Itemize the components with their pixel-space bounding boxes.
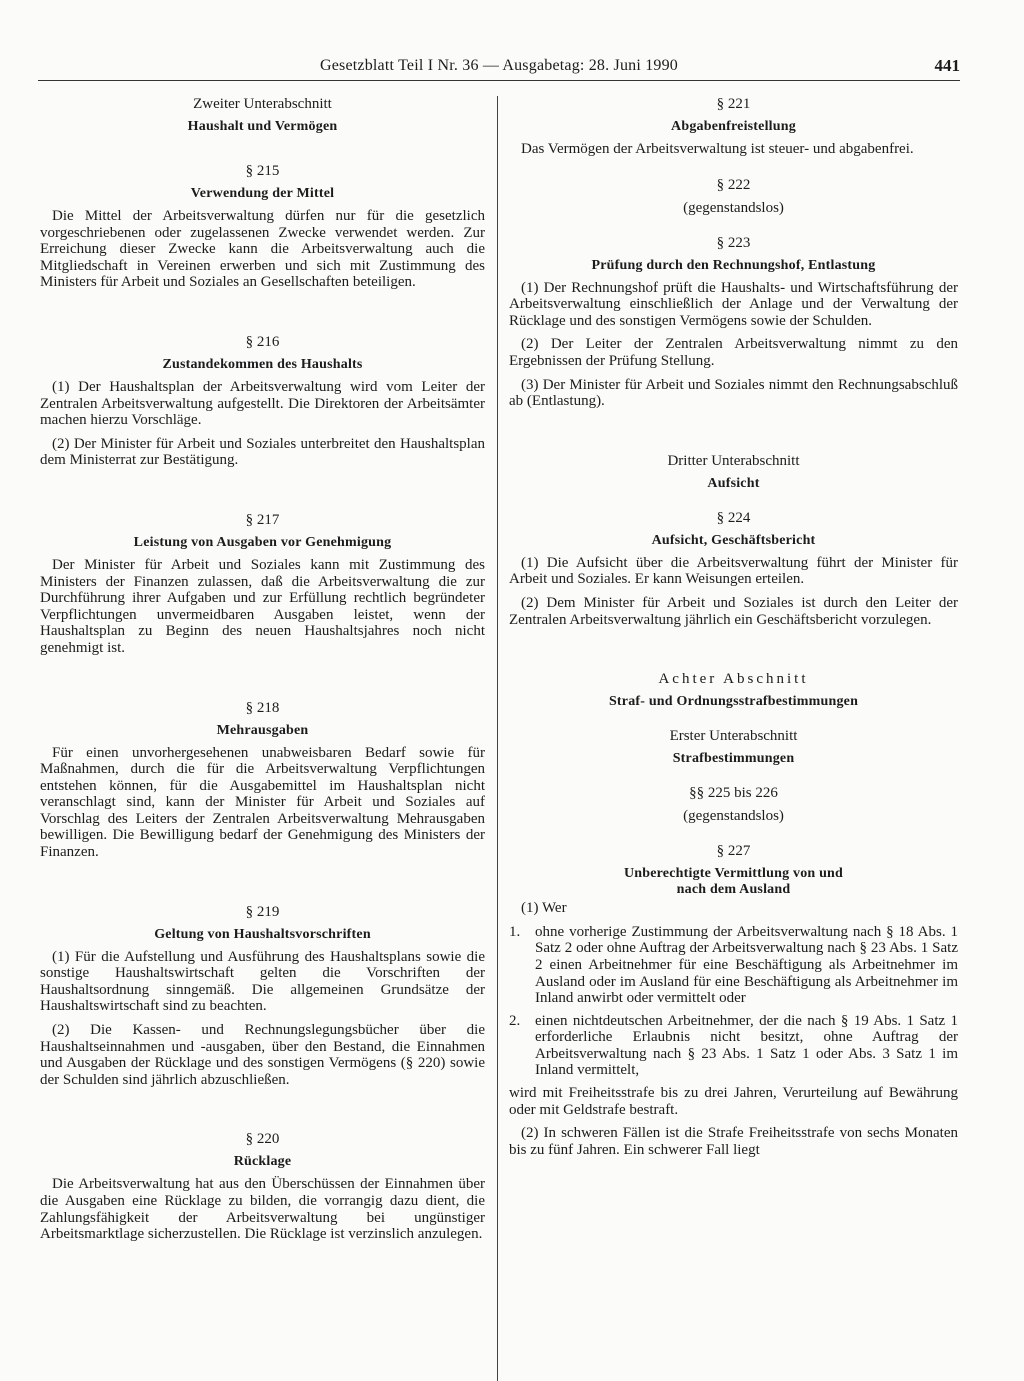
section-title-line1: Unberechtigte Vermittlung von und (623, 866, 844, 882)
paragraph: (1) Der Rechnungshof prüft die Haushalts- und Wirtschaftsführung der Arbeitsverwaltung einschließlich der Anlage und der Verwaltung der Rücklage und des sonstigen Vermögens sowie der Schulden. (509, 279, 958, 329)
subsection-label: Erster Unterabschnitt (669, 728, 798, 745)
list-item (509, 1013, 958, 1079)
right-column (509, 96, 958, 1165)
subsection-title: Strafbestimmungen (672, 751, 795, 767)
paragraph: Das Vermögen der Arbeitsverwaltung ist steuer- und abgabenfrei. (521, 141, 914, 157)
section-note: (gegenstandslos) (683, 199, 784, 216)
paragraph: Für einen unvorhergesehenen unabweisbaren Bedarf sowie für Maßnahmen, durch die für die Arbeitsverwaltung Verpflichtungen entstehen können, für die Ausgabemittel im Haushaltsplan nicht veranschlagt sind, kann der Minister für Arbeit und Soziales auf Vorschlag des Leiters der Zentralen Arbeitsverwaltung Mehrausgaben bewilligen. Die Bewilligung bedarf der Genehmigung des Ministers der Finanzen. (40, 744, 485, 861)
chapter-label: Achter Abschnitt (658, 671, 809, 688)
section-number: §§ 225 bis 226 (689, 785, 778, 802)
section-title: Rücklage (233, 1154, 292, 1170)
section-title: Zustandekommen des Haushalts (162, 356, 363, 372)
paragraph: Die Arbeitsverwaltung hat aus den Überschüssen der Einnahmen über die Ausgaben eine Rücklage zu bilden, die vorrangig dazu dient, die Zahlungsfähigkeit der Arbeitsverwaltung bei ungünstiger Arbeitsmarktlage sicherzustellen. Die Rücklage ist verzinslich anzulegen. (40, 1176, 485, 1243)
paragraph: (3) Der Minister für Arbeit und Soziales nimmt den Rechnungsabschluß ab (Entlastung). (509, 376, 958, 410)
section-note: (gegenstandslos) (683, 808, 784, 825)
section-number: § 218 (245, 699, 280, 716)
list-item-text: einen nichtdeutschen Arbeitnehmer, der die nach § 19 Abs. 1 Satz 1 erforderliche Erlaubnis nicht besitzt, ohne Auftrag der Arbeitsverwaltung nach § 23 Abs. 1 Satz 1 oder Abs. 3 Satz 1 im Inland vermittelt, (535, 1012, 958, 1079)
list-item-number: 2. (509, 1012, 521, 1029)
paragraph: (2) Der Leiter der Zentralen Arbeitsverwaltung nimmt zu den Ergebnissen der Prüfung Stellung. (509, 336, 958, 369)
paragraph: (2) In schweren Fällen ist die Strafe Freiheitsstrafe von sechs Monaten bis zu fünf Jahren. Ein schwerer Fall liegt (509, 1125, 958, 1158)
section-title: Geltung von Haushaltsvorschriften (154, 926, 371, 942)
section-number: § 223 (716, 234, 751, 251)
section-title: Abgabenfreistellung (671, 119, 796, 134)
paragraph: (1) Die Aufsicht über die Arbeitsverwaltung führt der Minister für Arbeit und Soziales. Er kann Weisungen erteilen. (509, 554, 958, 588)
page-header (38, 54, 960, 81)
list-item-text: ohne vorherige Zustimmung der Arbeitsverwaltung nach § 18 Abs. 1 Satz 2 oder ohne Auftrag der Arbeitsverwaltung nach § 23 Abs. 1 Satz 2 einen Arbeitnehmer für eine Beschäftigung als Arbeitnehmer im Ausland oder im Ausland für eine Beschäftigung als Arbeitnehmer im Inland anwirbt oder vermittelt oder (535, 923, 958, 1007)
section-title: Mehrausgaben (216, 722, 309, 738)
chapter-title: Straf- und Ordnungsstrafbestimmungen (608, 694, 859, 710)
section-number: § 224 (716, 509, 751, 526)
gazette-title: Gesetzblatt Teil I Nr. 36 — Ausgabetag: 28. Juni 1990 (319, 57, 679, 74)
paragraph: Die Mittel der Arbeitsverwaltung dürfen nur für die gesetzlich vorgeschriebenen oder zugelassenen Zwecke verwendet werden. Zur Erreichung dieser Zwecke kann die Arbeitsverwaltung auch die Mitgliedschaft in Vereinen erwerben und sich mit Zustimmung des Ministers für Arbeit und Soziales an Gesellschaften beteiligen. (40, 208, 485, 291)
page-number: 441 (934, 56, 960, 75)
paragraph: (1) Wer (521, 900, 567, 917)
section-title: Verwendung der Mittel (190, 186, 335, 201)
section-title-line2: nach dem Ausland (676, 882, 791, 898)
paragraph: (1) Der Haushaltsplan der Arbeitsverwaltung wird vom Leiter der Zentralen Arbeitsverwaltung aufgestellt. Die Direktoren der Arbeitsämter machen hierzu Vorschläge. (40, 378, 485, 429)
section-number: § 220 (245, 1131, 280, 1148)
section-number: § 216 (245, 333, 280, 350)
subsection-label: Dritter Unterabschnitt (667, 452, 800, 469)
list-item-number: 1. (509, 923, 521, 940)
paragraph: (2) Der Minister für Arbeit und Soziales unterbreitet den Haushaltsplan dem Ministerrat zur Bestätigung. (40, 435, 485, 469)
subsection-title: Haushalt und Vermögen (187, 119, 338, 134)
section-title: Prüfung durch den Rechnungshof, Entlastung (591, 257, 876, 273)
section-number: § 222 (716, 176, 751, 193)
column-divider (497, 96, 498, 1381)
paragraph: wird mit Freiheitsstrafe bis zu drei Jahren, Verurteilung auf Bewährung oder mit Geldstrafe bestraft. (509, 1085, 958, 1118)
section-number: § 217 (245, 511, 280, 528)
left-column (40, 96, 485, 1250)
section-number: § 215 (245, 163, 280, 179)
section-number: § 221 (716, 96, 751, 112)
paragraph: (2) Die Kassen- und Rechnungslegungsbücher über die Haushaltseinnahmen und -ausgaben, über den Bestand, die Einnahmen und Ausgaben der Rücklage und des sonstigen Vermögens (§ 220) sowie der Schulden sind jährlich abzuschließen. (40, 1022, 485, 1088)
paragraph: Der Minister für Arbeit und Soziales kann mit Zustimmung des Ministers der Finanzen zulassen, daß die Arbeitsverwaltung die zur Durchführung ihrer Aufgaben und zur Erfüllung rechtlich begründeter Verpflichtungen unvermeidbaren Ausgaben leistet, wenn der Haushaltsplan zu Beginn des neuen Haushaltsjahres noch nicht genehmigt ist. (40, 556, 485, 656)
paragraph: (2) Dem Minister für Arbeit und Soziales ist durch den Leiter der Zentralen Arbeitsverwaltung jährlich ein Geschäftsbericht vorzulegen. (509, 594, 958, 628)
section-title: Leistung von Ausgaben vor Genehmigung (133, 534, 392, 550)
subsection-title: Aufsicht (707, 475, 760, 491)
section-number: § 227 (716, 843, 751, 860)
section-number: § 219 (245, 903, 280, 920)
paragraph: (1) Für die Aufstellung und Ausführung des Haushaltsplans sowie die sonstige Haushaltswirtschaft gelten die Vorschriften der Haushaltsordnung sinngemäß. Die allgemeinen Grundsätze der Haushaltswirtschaft sind zu beachten. (40, 948, 485, 1015)
list-item (509, 924, 958, 1007)
section-title: Aufsicht, Geschäftsbericht (651, 532, 816, 548)
subsection-label: Zweiter Unterabschnitt (193, 96, 332, 112)
